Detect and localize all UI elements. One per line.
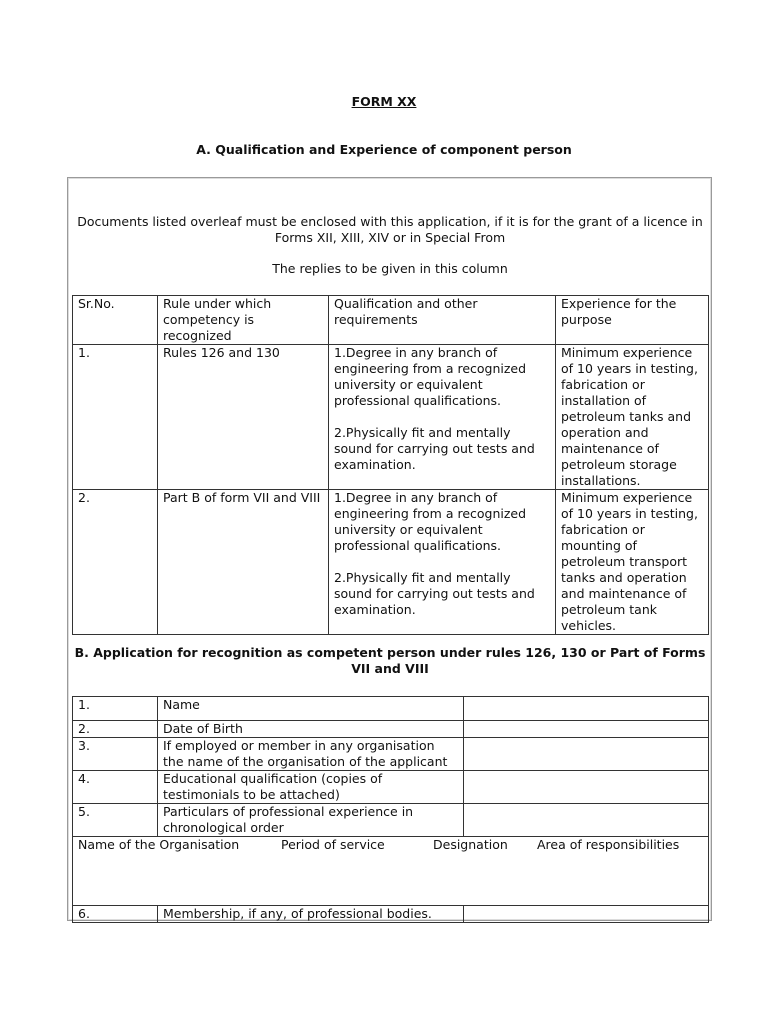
item-sr-no: 4. [73,771,158,804]
col-designation: Designation [433,837,508,852]
item-label-name: Name [158,697,464,721]
membership-answer-field[interactable] [464,906,709,923]
item-sr-no: 2. [73,721,158,738]
table-row [73,771,709,804]
row-sr-no: 2. [73,490,158,635]
item-sr-no: 5. [73,804,158,837]
col-period-of-service: Period of service [281,837,385,852]
application-table [72,696,709,923]
header-sr-no: Sr.No. [73,296,158,345]
item-sr-no: 3. [73,738,158,771]
education-answer-field[interactable] [464,771,709,804]
experience-columns-row [73,837,709,906]
table-row [73,738,709,771]
table-row [73,804,709,837]
table-row [73,721,709,738]
header-qualification: Qualification and other requirements [329,296,556,345]
row-qualification: 1.Degree in any branch of engineering from a recognized university or equivalent professional qualifications. 2.Physically fit and mentally sound for carrying out tests and examination. [329,490,556,635]
col-area-of-responsibilities: Area of responsibilities [537,837,680,852]
replies-note: The replies to be given in this column [272,261,508,276]
table-row [73,906,709,923]
organisation-answer-field[interactable] [464,738,709,771]
experience-answer-field[interactable] [464,804,709,837]
item-sr-no: 6. [73,906,158,923]
table-row [73,345,709,490]
item-label-membership: Membership, if any, of professional bodies. [158,906,464,923]
table-row [73,490,709,635]
row-rule: Rules 126 and 130 [158,345,329,490]
row-experience: Minimum experience of 10 years in testing, fabrication or mounting of petroleum transport tanks and operation and maintenance of petroleum tank vehicles. [556,490,709,635]
item-label-organisation: If employed or member in any organisation the name of the organisation of the applicant [158,738,464,771]
date-of-birth-answer-field[interactable] [464,721,709,738]
header-rule: Rule under which competency is recognized [158,296,329,345]
header-experience: Experience for the purpose [556,296,709,345]
item-label-experience: Particulars of professional experience in chronological order [158,804,464,837]
table-row [73,697,709,721]
item-sr-no: 1. [73,697,158,721]
row-rule: Part B of form VII and VIII [158,490,329,635]
row-experience: Minimum experience of 10 years in testing, fabrication or installation of petroleum tanks and operation and maintenance of petroleum storage installations. [556,345,709,490]
name-answer-field[interactable] [464,697,709,721]
qualification-table [72,295,709,635]
col-organisation-name: Name of the Organisation [78,837,240,852]
form-title: FORM XX [351,94,417,109]
row-sr-no: 1. [73,345,158,490]
row-qualification: 1.Degree in any branch of engineering from a recognized university or equivalent professional qualifications. 2.Physically fit and mentally sound for carrying out tests and examination. [329,345,556,490]
item-label-date-of-birth: Date of Birth [158,721,464,738]
section-b-heading: B. Application for recognition as competent person under rules 126, 130 or Part of Forms VII and VIII [74,645,706,676]
section-a-heading: A. Qualification and Experience of component person [196,142,572,157]
item-label-education: Educational qualification (copies of testimonials to be attached) [158,771,464,804]
documents-note: Documents listed overleaf must be enclosed with this application, if it is for the grant of a licence in Forms XII, XIII, XIV or in Special From [77,214,703,245]
experience-columns-cell[interactable] [73,837,709,906]
table-header-row [73,296,709,345]
